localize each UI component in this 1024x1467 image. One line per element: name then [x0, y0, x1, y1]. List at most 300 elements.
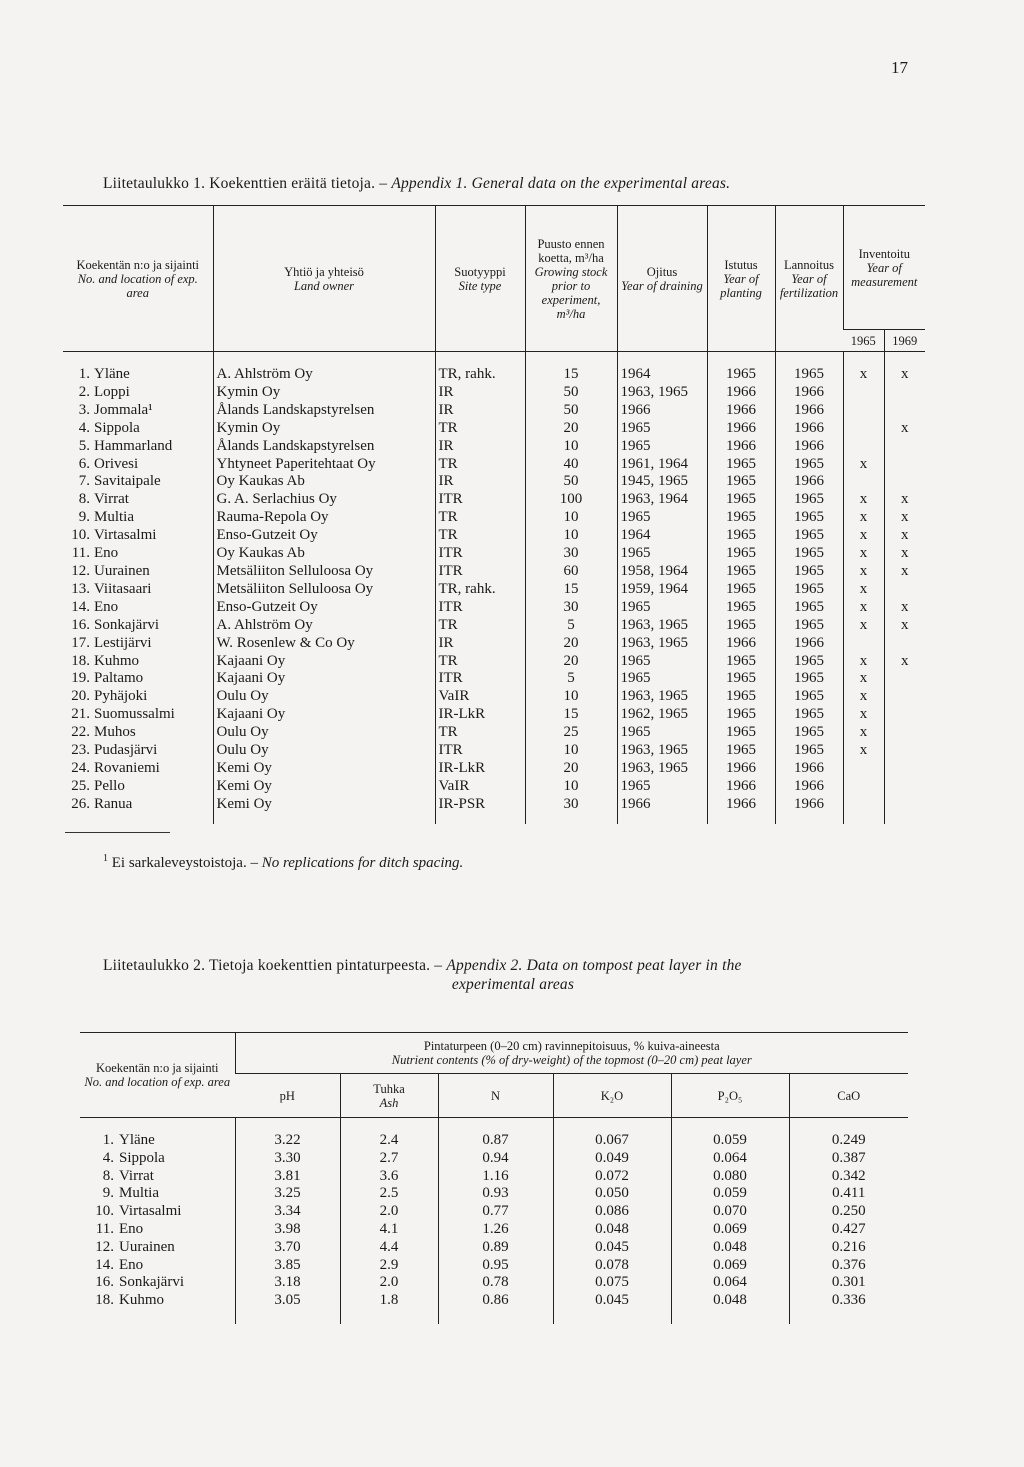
cell-plant: 1965 — [707, 653, 775, 671]
cell-plant: 1965 — [707, 724, 775, 742]
table-row — [80, 1274, 908, 1292]
cell-location-no: 24. — [71, 759, 90, 776]
cell-location — [80, 1132, 235, 1150]
table-spacer — [63, 814, 925, 824]
cell-cao: 0.250 — [789, 1203, 908, 1221]
cell-location-no: 4. — [78, 419, 90, 436]
cell-location-no: 2. — [78, 383, 90, 400]
cell-owner: Metsäliiton Selluloosa Oy — [213, 563, 435, 581]
cell-site: TR — [435, 456, 525, 474]
cell-location — [63, 563, 213, 581]
cell-inv-1965: x — [843, 617, 884, 635]
cell-plant: 1965 — [707, 456, 775, 474]
cell-location — [80, 1221, 235, 1239]
cell-k2o: 0.072 — [553, 1168, 671, 1186]
cell-stock: 10 — [525, 688, 617, 706]
cell-location-name: Virrat — [94, 491, 129, 508]
cell-cao: 0.427 — [789, 1221, 908, 1239]
cell-inv-1965 — [843, 760, 884, 778]
table-row — [63, 545, 925, 563]
cell-location-no: 1. — [78, 366, 90, 382]
cell-plant: 1965 — [707, 366, 775, 384]
cell-location — [63, 778, 213, 796]
cell-location-name: Pyhäjoki — [94, 688, 148, 705]
cell-ph: 3.25 — [235, 1185, 340, 1203]
cell-location — [80, 1150, 235, 1168]
cell-location — [63, 635, 213, 653]
cell-location — [63, 599, 213, 617]
cell-owner: Kymin Oy — [213, 420, 435, 438]
cell-ph: 3.22 — [235, 1132, 340, 1150]
cell-site: IR-LkR — [435, 760, 525, 778]
cell-stock: 10 — [525, 778, 617, 796]
cell-fert: 1965 — [775, 527, 843, 545]
cell-stock: 15 — [525, 366, 617, 384]
cell-fert: 1965 — [775, 491, 843, 509]
cell-owner: Kemi Oy — [213, 778, 435, 796]
cell-n: 0.78 — [438, 1274, 553, 1292]
cell-location-no: 9. — [102, 1185, 114, 1202]
cell-inv-1965: x — [843, 563, 884, 581]
cell-p2o5: 0.064 — [671, 1274, 789, 1292]
cell-site: TR, rahk. — [435, 366, 525, 384]
cell-plant: 1965 — [707, 545, 775, 563]
cell-plant: 1965 — [707, 491, 775, 509]
cell-location-name: Suomussalmi — [94, 706, 175, 723]
header-inv — [843, 206, 925, 330]
table-row — [63, 384, 925, 402]
cell-location-name: Virtasalmi — [94, 527, 157, 544]
cell-drain: 1959, 1964 — [617, 581, 707, 599]
cell-cao: 0.376 — [789, 1257, 908, 1275]
cell-site: IR-PSR — [435, 796, 525, 814]
cell-drain: 1965 — [617, 778, 707, 796]
cell-inv-1969 — [884, 742, 925, 760]
cell-location-name: Kuhmo — [94, 652, 139, 669]
cell-location-no: 16. — [71, 616, 90, 633]
cell-fert: 1965 — [775, 366, 843, 384]
cell-location — [80, 1274, 235, 1292]
cell-fert: 1966 — [775, 778, 843, 796]
cell-owner: Ålands Landskapstyrelsen — [213, 402, 435, 420]
cell-owner: Enso-Gutzeit Oy — [213, 599, 435, 617]
cell-owner: Oulu Oy — [213, 724, 435, 742]
t2-header-p2o5: P₂O₅ — [671, 1074, 789, 1118]
cell-location-no: 12. — [71, 562, 90, 579]
table-row — [80, 1150, 908, 1168]
cell-location-no: 25. — [71, 777, 90, 794]
cell-fert: 1965 — [775, 706, 843, 724]
cell-location-name: Sonkajärvi — [94, 616, 159, 633]
cell-site: VaIR — [435, 778, 525, 796]
cell-owner: Oy Kaukas Ab — [213, 473, 435, 491]
cell-site: VaIR — [435, 688, 525, 706]
cell-location — [63, 456, 213, 474]
cell-location-name: Viitasaari — [94, 580, 152, 597]
cell-k2o: 0.045 — [553, 1292, 671, 1310]
cell-owner: Oulu Oy — [213, 688, 435, 706]
cell-site: ITR — [435, 742, 525, 760]
cell-location — [63, 760, 213, 778]
cell-location-no: 10. — [71, 527, 90, 544]
cell-owner: Kajaani Oy — [213, 653, 435, 671]
table-row — [80, 1185, 908, 1203]
cell-owner: A. Ahlström Oy — [213, 617, 435, 635]
cell-fert: 1966 — [775, 760, 843, 778]
header-plant — [707, 206, 775, 352]
cell-site: ITR — [435, 670, 525, 688]
cell-site: TR — [435, 653, 525, 671]
cell-fert: 1966 — [775, 796, 843, 814]
cell-location-name: Rovaniemi — [94, 759, 160, 776]
t2-header-group-en: Nutrient contents (% of dry-weight) of the topmost (0–20 cm) peat layer — [391, 1053, 752, 1067]
cell-stock: 5 — [525, 670, 617, 688]
cell-p2o5: 0.069 — [671, 1221, 789, 1239]
t2-header-n: N — [438, 1074, 553, 1118]
page-number: 17 — [891, 58, 908, 77]
cell-owner: Oy Kaukas Ab — [213, 545, 435, 563]
cell-inv-1965 — [843, 473, 884, 491]
table2-caption-en-1: Appendix 2. Data on tompost peat layer in the — [446, 957, 742, 974]
cell-location-name: Eno — [119, 1256, 144, 1273]
cell-location-name: Multia — [94, 509, 134, 526]
cell-k2o: 0.078 — [553, 1257, 671, 1275]
header-owner-en: Land owner — [293, 278, 355, 293]
cell-location — [63, 509, 213, 527]
table-row — [80, 1132, 908, 1150]
header-drain-fi: Ojitus — [646, 264, 678, 279]
cell-fert: 1965 — [775, 545, 843, 563]
table-row — [63, 724, 925, 742]
cell-location — [80, 1292, 235, 1310]
cell-p2o5: 0.080 — [671, 1168, 789, 1186]
cell-plant: 1965 — [707, 509, 775, 527]
table-row — [63, 366, 925, 384]
table-row — [80, 1221, 908, 1239]
cell-plant: 1965 — [707, 599, 775, 617]
cell-site: IR — [435, 473, 525, 491]
cell-n: 0.86 — [438, 1292, 553, 1310]
cell-inv-1969 — [884, 635, 925, 653]
cell-inv-1965: x — [843, 491, 884, 509]
header-fert-fi: Lannoitus — [784, 257, 834, 272]
header-stock-fi: Puusto ennen koetta, m³/ha — [537, 236, 605, 265]
cell-drain: 1963, 1965 — [617, 688, 707, 706]
cell-inv-1969: x — [884, 366, 925, 384]
table1-caption-fi: Liitetaulukko 1. Koekenttien eräitä tietoja. – — [103, 175, 388, 192]
cell-ph: 3.05 — [235, 1292, 340, 1310]
cell-drain: 1965 — [617, 653, 707, 671]
cell-plant: 1966 — [707, 438, 775, 456]
cell-location — [80, 1185, 235, 1203]
cell-k2o: 0.075 — [553, 1274, 671, 1292]
cell-location-name: Uurainen — [94, 562, 150, 579]
t2-header-k2o: K₂O — [553, 1074, 671, 1118]
table-row — [63, 491, 925, 509]
cell-inv-1969 — [884, 456, 925, 474]
cell-ph: 3.70 — [235, 1239, 340, 1257]
cell-location-name: Jommala¹ — [94, 401, 153, 418]
table-row — [63, 635, 925, 653]
header-site-en: Site type — [458, 278, 502, 293]
cell-ph: 3.30 — [235, 1150, 340, 1168]
cell-location-name: Uurainen — [119, 1238, 175, 1255]
cell-location-name: Multia — [119, 1185, 159, 1202]
table-row — [63, 509, 925, 527]
header-fert-en: Year of fertilization — [779, 271, 839, 300]
cell-ph: 3.98 — [235, 1221, 340, 1239]
cell-location — [63, 581, 213, 599]
cell-fert: 1965 — [775, 509, 843, 527]
cell-ash: 3.6 — [340, 1168, 438, 1186]
t2-header-group — [235, 1033, 908, 1074]
cell-inv-1965: x — [843, 509, 884, 527]
cell-inv-1965: x — [843, 599, 884, 617]
t2-header-area — [80, 1033, 235, 1118]
cell-inv-1969 — [884, 724, 925, 742]
table-row — [63, 670, 925, 688]
cell-location-no: 12. — [95, 1238, 114, 1255]
cell-fert: 1966 — [775, 420, 843, 438]
cell-location-no: 16. — [95, 1274, 114, 1291]
cell-location-name: Sippola — [119, 1149, 165, 1166]
cell-fert: 1965 — [775, 670, 843, 688]
cell-location-no: 9. — [78, 509, 90, 526]
cell-inv-1969 — [884, 796, 925, 814]
cell-drain: 1963, 1965 — [617, 742, 707, 760]
cell-stock: 20 — [525, 635, 617, 653]
cell-inv-1969: x — [884, 491, 925, 509]
table-row — [63, 742, 925, 760]
cell-ph: 3.85 — [235, 1257, 340, 1275]
cell-location — [63, 617, 213, 635]
cell-drain: 1965 — [617, 724, 707, 742]
cell-location-no: 13. — [71, 580, 90, 597]
header-inv-1965: 1965 — [843, 330, 884, 352]
cell-fert: 1965 — [775, 724, 843, 742]
cell-ash: 2.9 — [340, 1257, 438, 1275]
cell-ash: 2.0 — [340, 1203, 438, 1221]
cell-fert: 1965 — [775, 599, 843, 617]
table-row — [80, 1203, 908, 1221]
cell-plant: 1965 — [707, 581, 775, 599]
cell-location-name: Eno — [119, 1220, 144, 1237]
cell-location — [63, 742, 213, 760]
cell-plant: 1966 — [707, 402, 775, 420]
cell-location — [63, 527, 213, 545]
header-stock-en: Growing stock prior to experiment, m³/ha — [534, 264, 608, 321]
cell-inv-1965 — [843, 635, 884, 653]
cell-ash: 1.8 — [340, 1292, 438, 1310]
table-row — [63, 617, 925, 635]
cell-location — [80, 1168, 235, 1186]
cell-owner: A. Ahlström Oy — [213, 366, 435, 384]
cell-site: IR — [435, 402, 525, 420]
cell-p2o5: 0.048 — [671, 1292, 789, 1310]
cell-plant: 1965 — [707, 670, 775, 688]
cell-n: 0.93 — [438, 1185, 553, 1203]
cell-site: TR, rahk. — [435, 581, 525, 599]
cell-stock: 50 — [525, 402, 617, 420]
cell-ash: 2.0 — [340, 1274, 438, 1292]
cell-location — [63, 688, 213, 706]
cell-drain: 1965 — [617, 545, 707, 563]
cell-inv-1969 — [884, 473, 925, 491]
cell-site: TR — [435, 527, 525, 545]
cell-owner: Kajaani Oy — [213, 706, 435, 724]
cell-site: ITR — [435, 545, 525, 563]
cell-location-name: Pello — [94, 777, 125, 794]
cell-location-no: 7. — [78, 473, 90, 490]
cell-owner: Oulu Oy — [213, 742, 435, 760]
t2-header-ph: pH — [235, 1074, 340, 1118]
cell-site: TR — [435, 617, 525, 635]
header-inv-en: Year of measurement — [851, 260, 918, 289]
cell-ph: 3.18 — [235, 1274, 340, 1292]
cell-owner: W. Rosenlew & Co Oy — [213, 635, 435, 653]
t2-header-ash-en: Ash — [379, 1095, 399, 1110]
cell-ph: 3.34 — [235, 1203, 340, 1221]
cell-ph: 3.81 — [235, 1168, 340, 1186]
table-row — [63, 688, 925, 706]
cell-k2o: 0.050 — [553, 1185, 671, 1203]
header-area-en: No. and location of exp. area — [77, 271, 198, 300]
cell-location-name: Virtasalmi — [119, 1203, 182, 1220]
cell-p2o5: 0.059 — [671, 1185, 789, 1203]
header-owner — [213, 206, 435, 352]
table-row — [63, 653, 925, 671]
cell-inv-1969 — [884, 760, 925, 778]
cell-inv-1965: x — [843, 456, 884, 474]
cell-location-no: 20. — [71, 688, 90, 705]
cell-plant: 1965 — [707, 617, 775, 635]
cell-stock: 15 — [525, 581, 617, 599]
cell-inv-1965: x — [843, 581, 884, 599]
cell-cao: 0.216 — [789, 1239, 908, 1257]
cell-plant: 1966 — [707, 420, 775, 438]
cell-plant: 1965 — [707, 527, 775, 545]
table-row — [63, 456, 925, 474]
cell-inv-1965: x — [843, 724, 884, 742]
table-row — [80, 1239, 908, 1257]
cell-stock: 15 — [525, 706, 617, 724]
cell-drain: 1963, 1964 — [617, 491, 707, 509]
t2-header-area-fi: Koekentän n:o ja sijainti — [95, 1061, 219, 1075]
cell-location — [63, 420, 213, 438]
cell-location-no: 8. — [78, 491, 90, 508]
cell-site: IR-LkR — [435, 706, 525, 724]
cell-location — [80, 1203, 235, 1221]
cell-location-name: Sippola — [94, 419, 140, 436]
cell-plant: 1965 — [707, 706, 775, 724]
cell-location-no: 11. — [71, 545, 90, 562]
table-row — [63, 778, 925, 796]
cell-inv-1969: x — [884, 599, 925, 617]
cell-stock: 20 — [525, 420, 617, 438]
cell-drain: 1965 — [617, 420, 707, 438]
cell-stock: 25 — [525, 724, 617, 742]
cell-location — [63, 796, 213, 814]
cell-location-no: 18. — [95, 1292, 114, 1309]
cell-stock: 30 — [525, 599, 617, 617]
cell-inv-1969: x — [884, 617, 925, 635]
cell-location-no: 5. — [78, 437, 90, 454]
header-fert — [775, 206, 843, 352]
cell-location-no: 21. — [71, 706, 90, 723]
cell-site: IR — [435, 635, 525, 653]
cell-owner: Kajaani Oy — [213, 670, 435, 688]
cell-plant: 1966 — [707, 384, 775, 402]
cell-location-name: Eno — [94, 598, 119, 615]
cell-fert: 1966 — [775, 635, 843, 653]
table1-caption-en: Appendix 1. General data on the experimental areas. — [391, 175, 731, 192]
cell-location-no: 14. — [95, 1256, 114, 1273]
header-plant-fi: Istutus — [724, 257, 758, 272]
cell-stock: 10 — [525, 527, 617, 545]
cell-inv-1965: x — [843, 688, 884, 706]
cell-n: 1.16 — [438, 1168, 553, 1186]
cell-location-no: 26. — [71, 795, 90, 812]
cell-stock: 20 — [525, 760, 617, 778]
cell-stock: 40 — [525, 456, 617, 474]
footnote — [103, 853, 463, 872]
cell-location-name: Eno — [94, 545, 119, 562]
cell-plant: 1966 — [707, 635, 775, 653]
cell-n: 0.77 — [438, 1203, 553, 1221]
cell-drain: 1966 — [617, 402, 707, 420]
cell-inv-1969 — [884, 706, 925, 724]
table-row — [80, 1292, 908, 1310]
cell-inv-1965: x — [843, 670, 884, 688]
cell-n: 0.89 — [438, 1239, 553, 1257]
cell-location-no: 18. — [71, 652, 90, 669]
cell-k2o: 0.049 — [553, 1150, 671, 1168]
cell-owner: Kymin Oy — [213, 384, 435, 402]
cell-location-name: Ranua — [94, 795, 133, 812]
cell-cao: 0.387 — [789, 1150, 908, 1168]
cell-inv-1965: x — [843, 527, 884, 545]
cell-plant: 1965 — [707, 742, 775, 760]
table-row — [63, 796, 925, 814]
cell-drain: 1965 — [617, 509, 707, 527]
cell-location — [80, 1257, 235, 1275]
cell-cao: 0.301 — [789, 1274, 908, 1292]
table-row — [80, 1257, 908, 1275]
table1-caption — [103, 175, 730, 193]
cell-inv-1965 — [843, 438, 884, 456]
cell-fert: 1965 — [775, 742, 843, 760]
footnote-mark: 1 — [103, 853, 108, 864]
cell-cao: 0.336 — [789, 1292, 908, 1310]
cell-stock: 50 — [525, 384, 617, 402]
cell-inv-1965 — [843, 796, 884, 814]
cell-drain: 1965 — [617, 438, 707, 456]
cell-location — [63, 473, 213, 491]
cell-site: ITR — [435, 563, 525, 581]
cell-inv-1965 — [843, 402, 884, 420]
cell-location-no: 19. — [71, 670, 90, 687]
cell-fert: 1965 — [775, 688, 843, 706]
cell-drain: 1964 — [617, 527, 707, 545]
table-row — [63, 706, 925, 724]
cell-location-no: 6. — [78, 455, 90, 472]
cell-inv-1969 — [884, 688, 925, 706]
cell-location-name: Paltamo — [94, 670, 144, 687]
cell-site: IR — [435, 384, 525, 402]
table2-caption-en-2: experimental areas — [451, 976, 575, 993]
cell-inv-1965 — [843, 384, 884, 402]
cell-p2o5: 0.064 — [671, 1150, 789, 1168]
